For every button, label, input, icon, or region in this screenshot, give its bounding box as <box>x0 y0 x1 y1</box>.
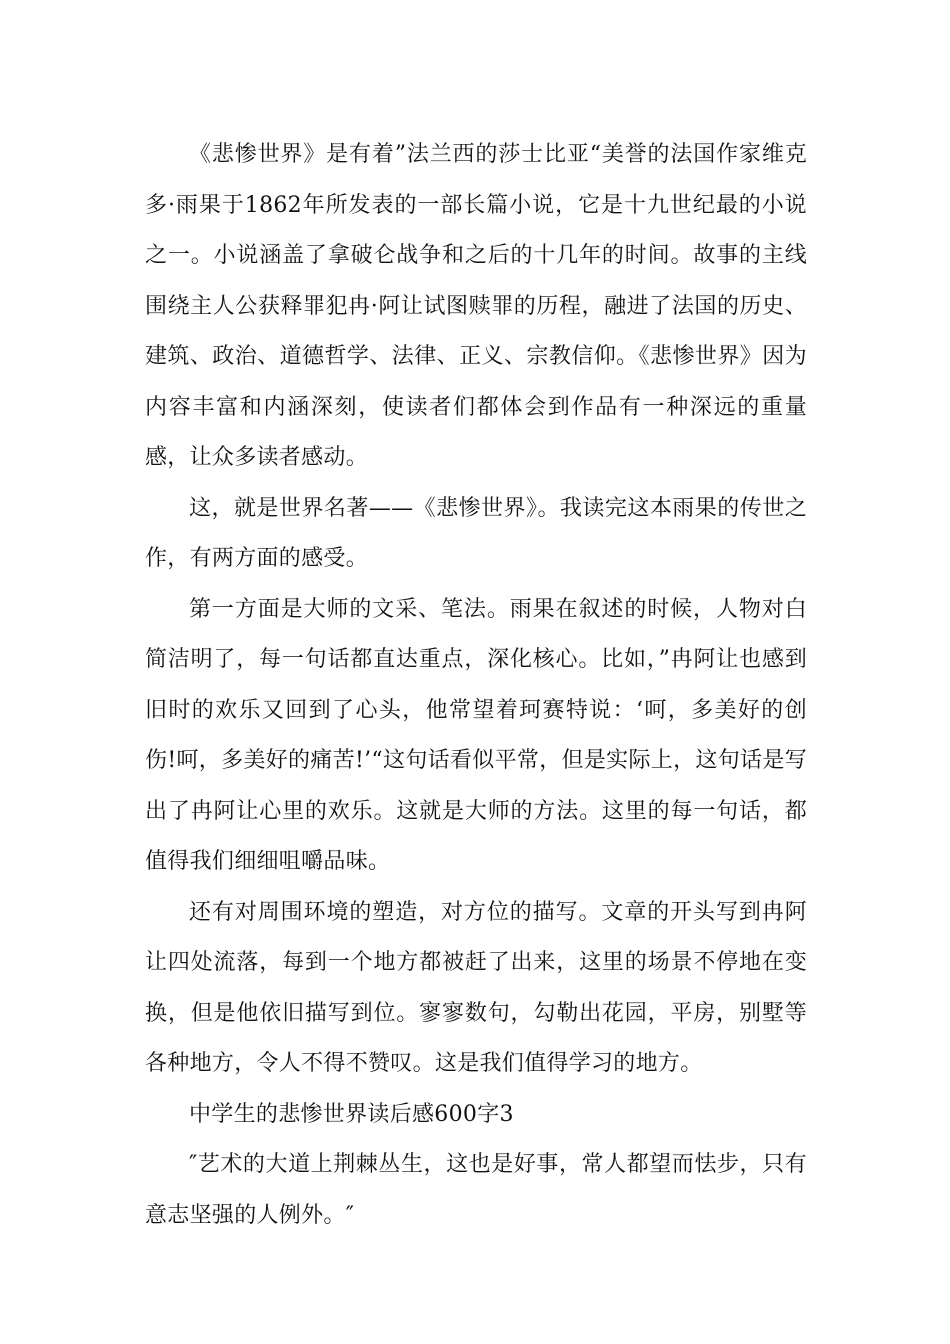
paragraph-writing-style: 第一方面是大师的文采、笔法。雨果在叙述的时候，人物对白简洁明了，每一句话都直达重点，深化核心。比如，”冉阿让也感到旧时的欢乐又回到了心头，他常望着珂赛特说：‘呵，多美好的创伤!呵，多美好的痛苦!’“这句话看似平常，但是实际上，这句话是写出了冉阿让心里的欢乐。这就是大师的方法。这里的每一句话，都值得我们细细咀嚼品味。 <box>145 596 807 874</box>
paragraph-intro: 《悲惨世界》是有着”法兰西的莎士比亚“美誉的法国作家维克多·雨果于1862年所发表的一部长篇小说，它是十九世纪最的小说之一。小说涵盖了拿破仑战争和之后的十几年的时间。故事的主线围绕主人公获释罪犯冉·阿让试图赎罪的历程，融进了法国的历史、建筑、政治、道德哲学、法律、正义、宗教信仰。《悲惨世界》因为内容丰富和内涵深刻，使读者们都体会到作品有一种深远的重量感，让众多读者感动。 <box>145 142 807 470</box>
paragraph-environment: 还有对周围环境的塑造，对方位的描写。文章的开头写到冉阿让四处流落，每到一个地方都被赶了出来，这里的场景不停地在变换，但是他依旧描写到位。寥寥数句，勾勒出花园，平房，别墅等各种地方，令人不得不赞叹。这是我们值得学习的地方。 <box>145 899 807 1076</box>
paragraph-quote: ″艺术的大道上荆棘丛生，这也是好事，常人都望而怯步，只有意志坚强的人例外。″ <box>145 1152 807 1228</box>
paragraph-feeling: 这，就是世界名著——《悲惨世界》。我读完这本雨果的传世之作，有两方面的感受。 <box>145 495 807 571</box>
document-body <box>145 130 807 1241</box>
section-heading: 中学生的悲惨世界读后感600字3 <box>189 1101 514 1127</box>
